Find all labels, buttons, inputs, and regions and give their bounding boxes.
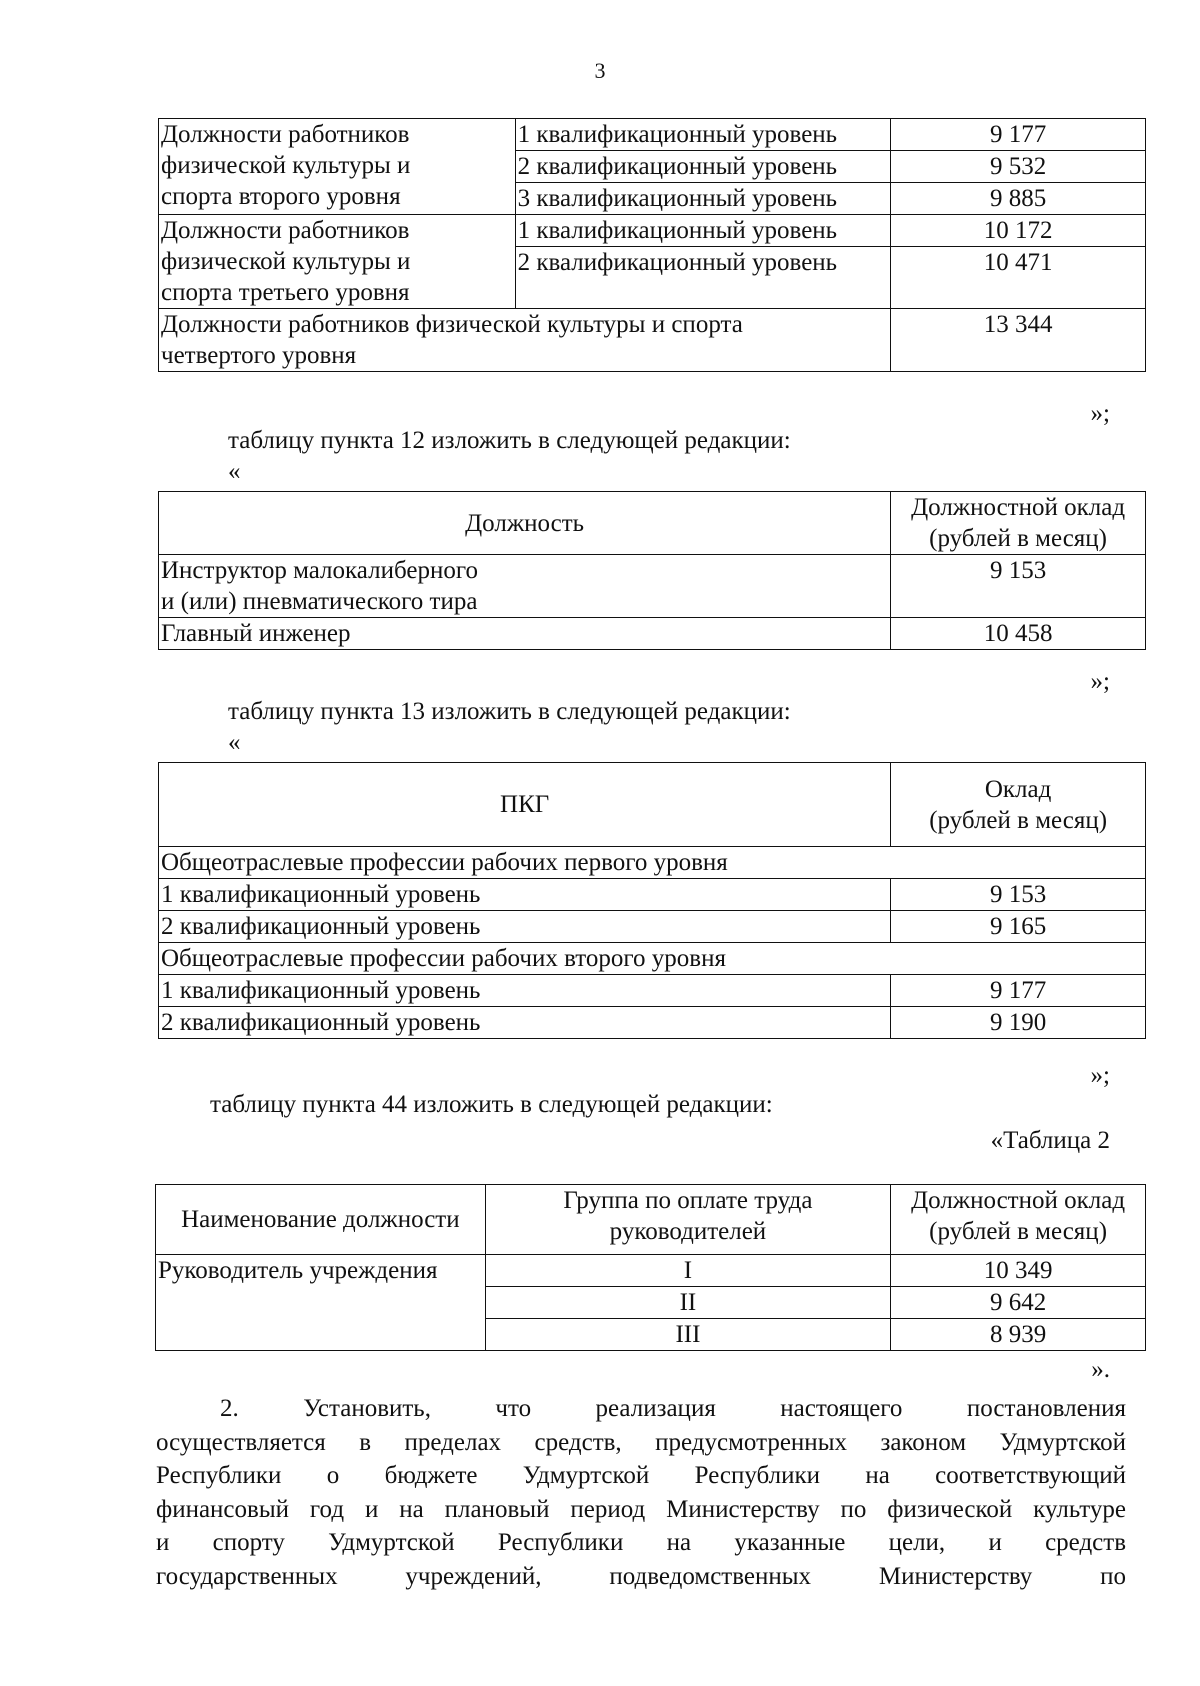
group-cell: Должности работников физической культуры и спорта второго уровня — [159, 119, 516, 215]
qualification-table-sport — [158, 118, 1146, 372]
manager-salary-table — [155, 1184, 1146, 1351]
group-title: Общеотраслевые профессии рабочих второго уровня — [159, 943, 1146, 975]
level-cell: 1 квалификационный уровень — [515, 119, 891, 151]
table-row — [159, 975, 1146, 1007]
table-caption: «Таблица 2 — [990, 1127, 1110, 1154]
group-cell: Должности работников физической культуры и спорта третьего уровня — [159, 215, 516, 309]
table-header — [159, 763, 1146, 847]
table-row — [159, 1007, 1146, 1039]
level-cell: 2 квалификационный уровень — [159, 911, 891, 943]
table-header — [159, 492, 1146, 555]
table-row — [159, 943, 1146, 975]
table-header — [156, 1185, 1146, 1255]
level-cell: 2 квалификационный уровень — [515, 247, 891, 309]
level-cell: 1 квалификационный уровень — [159, 975, 891, 1007]
salary-cell: 9 153 — [891, 879, 1146, 911]
body-paragraph — [156, 1392, 1126, 1593]
group-cell: II — [485, 1287, 891, 1319]
salary-cell: 9 177 — [891, 975, 1146, 1007]
level-cell: 1 квалификационный уровень — [515, 215, 891, 247]
closing-quote: »; — [1090, 400, 1110, 427]
table-row — [159, 119, 1146, 151]
table-row — [159, 309, 1146, 372]
level-cell: 2 квалификационный уровень — [159, 1007, 891, 1039]
closing-quote: »; — [1090, 668, 1110, 695]
level-cell: 3 квалификационный уровень — [515, 183, 891, 215]
header-pkg: ПКГ — [159, 763, 891, 847]
header-position: Наименование должности — [156, 1185, 486, 1255]
salary-cell: 9 177 — [891, 119, 1146, 151]
opening-quote: « — [228, 458, 241, 485]
salary-cell: 9 165 — [891, 911, 1146, 943]
salary-cell: 10 471 — [891, 247, 1146, 309]
instruction-text: таблицу пункта 13 изложить в следующей редакции: — [228, 698, 791, 725]
level-cell: 2 квалификационный уровень — [515, 151, 891, 183]
group-cell: I — [485, 1255, 891, 1287]
page-number: 3 — [594, 58, 606, 83]
paragraph-line: государственных учреждений, подведомственных Министерству по — [156, 1562, 1126, 1590]
paragraph-line: финансовый год и на плановый период Министерству по физической культуре — [156, 1495, 1126, 1523]
salary-cell: 9 153 — [891, 555, 1146, 618]
group-cell: Должности работников физической культуры и спорта четвертого уровня — [159, 309, 891, 372]
header-salary: Должностной оклад (рублей в месяц) — [891, 1185, 1146, 1255]
paragraph-line: Республики о бюджете Удмуртской Республики на соответствующий — [156, 1462, 1126, 1489]
salary-cell: 9 532 — [891, 151, 1146, 183]
table-row — [159, 879, 1146, 911]
table-row — [156, 1255, 1146, 1287]
closing-quote: ». — [1091, 1356, 1110, 1383]
salary-cell: 10 349 — [891, 1255, 1146, 1287]
salary-cell: 8 939 — [891, 1319, 1146, 1351]
position-cell: Главный инженер — [159, 618, 891, 650]
paragraph-line: и спорту Удмуртской Республики на указанные цели, и средств — [156, 1529, 1126, 1556]
position-salary-table — [158, 491, 1146, 650]
table-row — [159, 911, 1146, 943]
pkg-salary-table — [158, 762, 1146, 1039]
instruction-text: таблицу пункта 12 изложить в следующей редакции: — [228, 427, 791, 454]
instruction-text: таблицу пункта 44 изложить в следующей редакции: — [210, 1091, 773, 1118]
table-row — [159, 215, 1146, 247]
table-row — [159, 618, 1146, 650]
header-group: Группа по оплате труда руководителей — [485, 1185, 891, 1255]
salary-cell: 9 642 — [891, 1287, 1146, 1319]
opening-quote: « — [228, 729, 241, 756]
group-cell: III — [485, 1319, 891, 1351]
header-position: Должность — [159, 492, 891, 555]
salary-cell: 13 344 — [891, 309, 1146, 372]
level-cell: 1 квалификационный уровень — [159, 879, 891, 911]
position-cell: Руководитель учреждения — [156, 1255, 486, 1351]
group-title: Общеотраслевые профессии рабочих первого уровня — [159, 847, 1146, 879]
salary-cell: 10 458 — [891, 618, 1146, 650]
paragraph-line: осуществляется в пределах средств, предусмотренных законом Удмуртской — [156, 1428, 1126, 1456]
closing-quote: »; — [1090, 1062, 1110, 1089]
salary-cell: 9 190 — [891, 1007, 1146, 1039]
position-cell: Инструктор малокалиберного и (или) пневматического тира — [159, 555, 891, 618]
paragraph-line: 2. Установить, что реализация настоящего постановления — [220, 1395, 1126, 1422]
salary-cell: 10 172 — [891, 215, 1146, 247]
table-row — [159, 555, 1146, 618]
salary-cell: 9 885 — [891, 183, 1146, 215]
header-salary: Оклад (рублей в месяц) — [891, 763, 1146, 847]
header-salary: Должностной оклад (рублей в месяц) — [891, 492, 1146, 555]
table-row — [159, 847, 1146, 879]
